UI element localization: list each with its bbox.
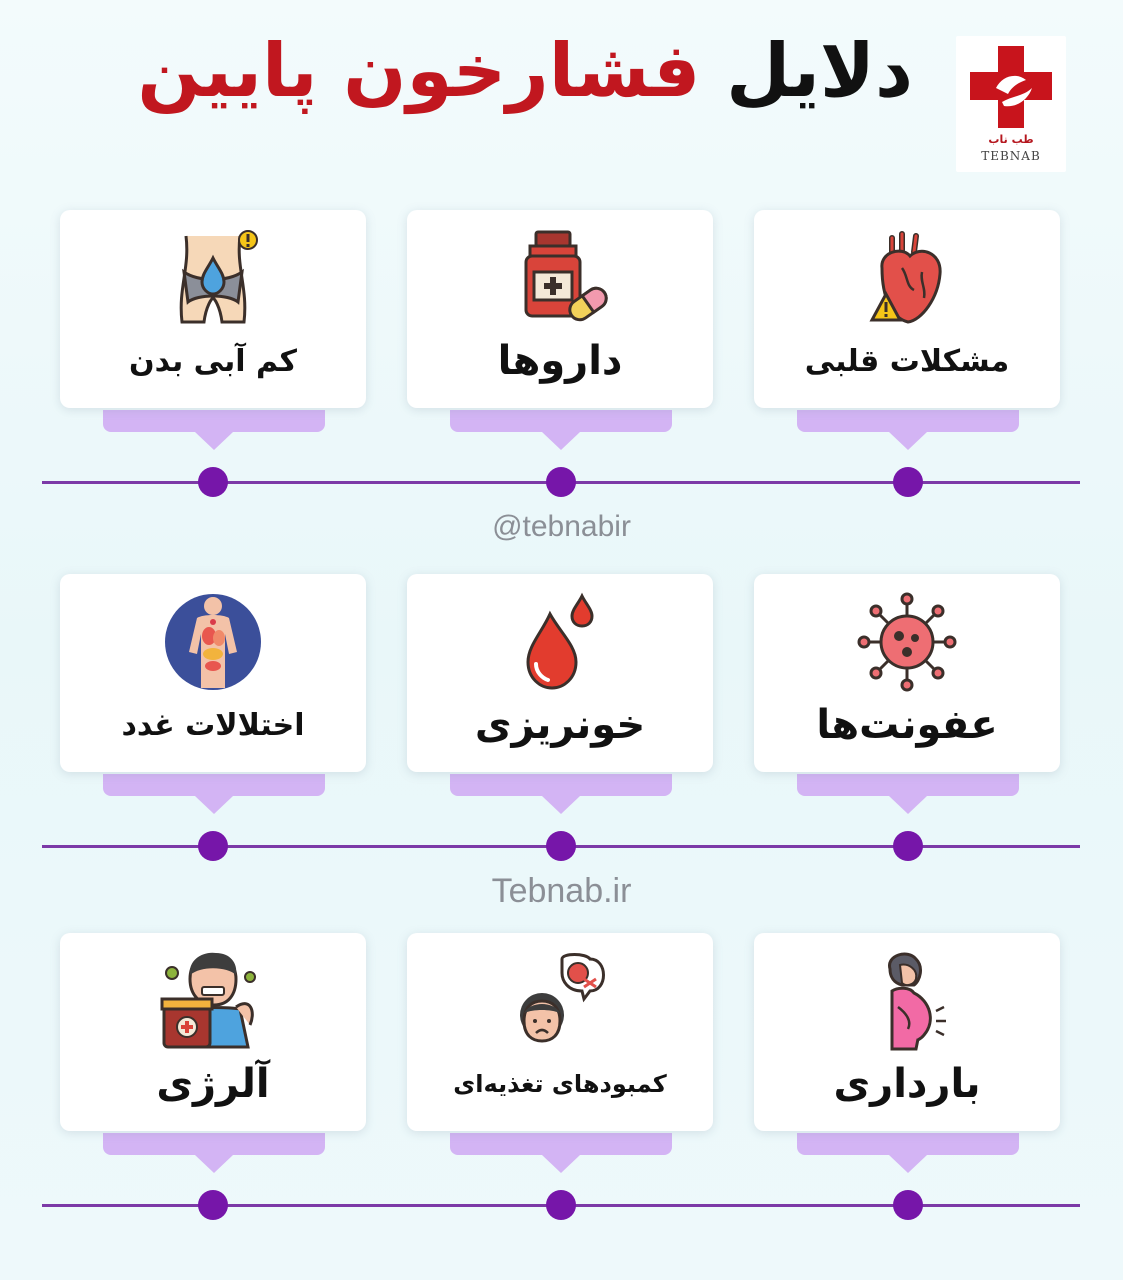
timeline-dot — [893, 467, 923, 497]
timeline-dot — [198, 831, 228, 861]
instagram-watermark: @tebnabir — [492, 510, 631, 543]
cause-card-infections — [754, 574, 1060, 772]
card-label: کم آبی بدن — [129, 343, 297, 379]
blood-drop-icon — [510, 592, 610, 692]
card-tab — [103, 774, 325, 796]
website-watermark: Tebnab.ir — [491, 872, 632, 910]
card-tab — [450, 1133, 672, 1155]
card-tab — [797, 1133, 1019, 1155]
card-tab — [797, 774, 1019, 796]
cause-card-pregnancy — [754, 933, 1060, 1131]
virus-icon — [857, 592, 957, 692]
timeline-dot — [893, 1190, 923, 1220]
timeline-dot — [198, 467, 228, 497]
timeline-dot — [198, 1190, 228, 1220]
logo-english-text: TEBNAB — [981, 149, 1041, 163]
card-tab — [450, 410, 672, 432]
cause-card-nutritional-deficiencies — [407, 933, 713, 1131]
title-red-words: فشارخون پایین — [137, 28, 701, 114]
card-tab — [450, 774, 672, 796]
card-label: اختلالات غدد — [121, 707, 305, 743]
card-label: بارداری — [833, 1061, 981, 1107]
title-black-word: دلایل — [726, 28, 913, 114]
card-label: مشکلات قلبی — [804, 343, 1010, 379]
card-tab — [797, 410, 1019, 432]
cause-card-endocrine — [60, 574, 366, 772]
malnutrition-icon — [510, 951, 610, 1051]
timeline-dot — [546, 1190, 576, 1220]
endocrine-body-icon — [163, 592, 263, 692]
timeline-dot — [546, 467, 576, 497]
card-label: عفونت‌ها — [816, 702, 998, 748]
timeline-dot — [546, 831, 576, 861]
allergy-person-icon — [158, 951, 268, 1051]
cause-card-bleeding — [407, 574, 713, 772]
card-tab — [103, 410, 325, 432]
card-label: خونریزی — [474, 702, 646, 748]
card-tab — [103, 1133, 325, 1155]
logo-persian-text: طب ناب — [988, 133, 1034, 146]
card-label: داروها — [497, 338, 623, 384]
timeline-dot — [893, 831, 923, 861]
card-label: کمبودهای تغذیه‌ای — [453, 1070, 667, 1098]
card-label: آلرژی — [156, 1061, 270, 1107]
cause-card-allergy — [60, 933, 366, 1131]
pregnant-woman-icon — [862, 951, 952, 1051]
